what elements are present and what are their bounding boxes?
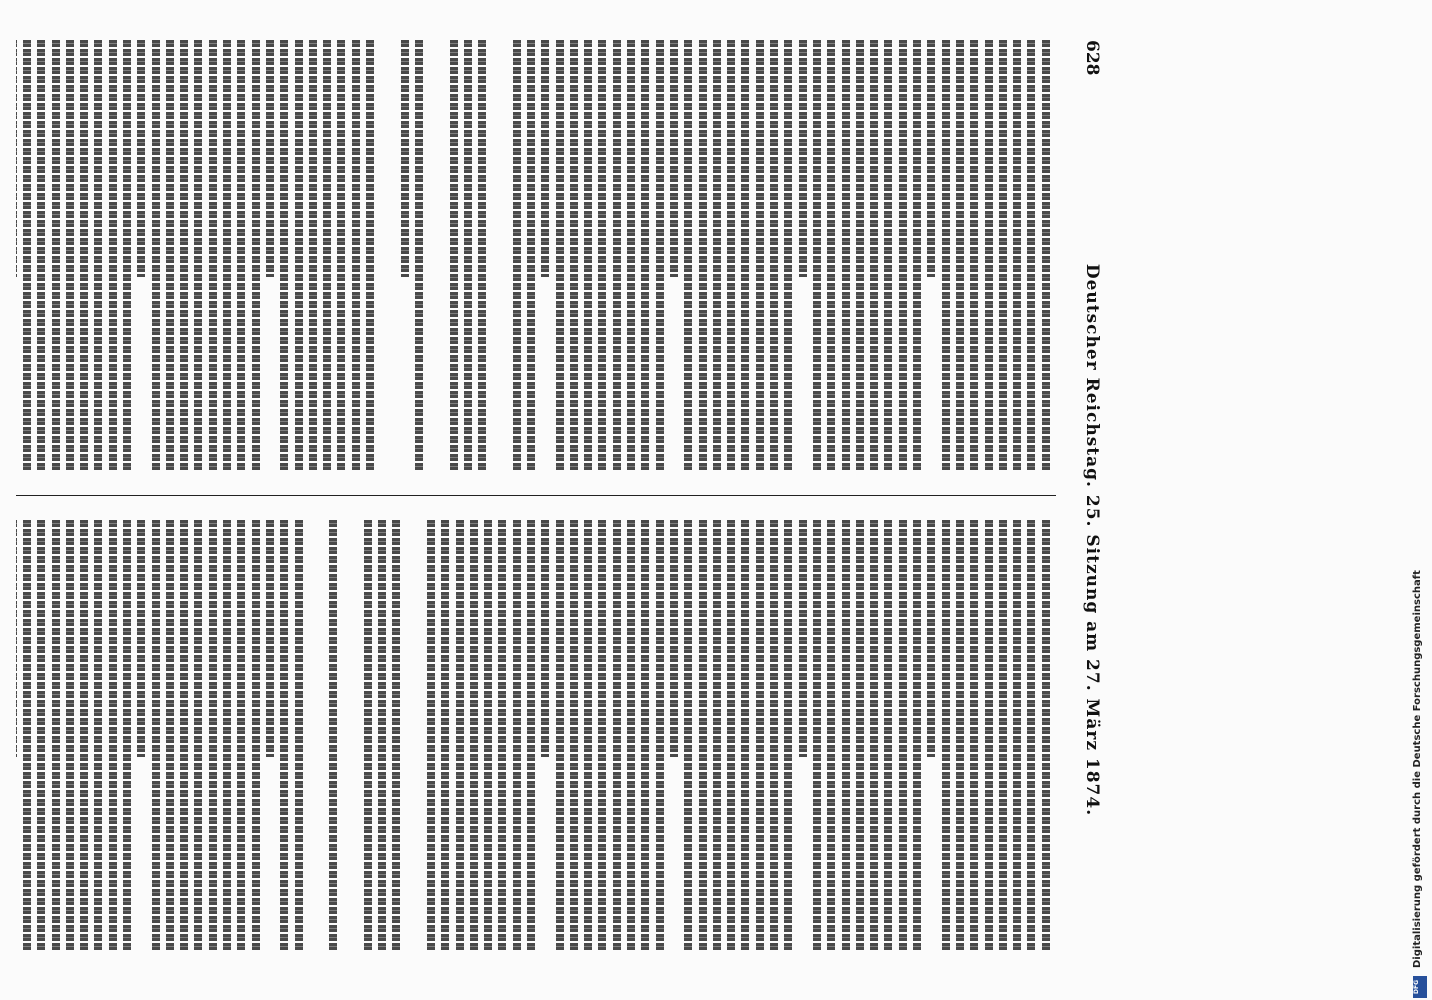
print-line: [613, 520, 621, 950]
print-line: [37, 40, 45, 470]
print-line: [66, 40, 74, 470]
print-line: [756, 40, 764, 470]
print-line: [209, 520, 217, 950]
print-line: [252, 40, 260, 470]
print-line: [484, 520, 492, 950]
print-line: [856, 40, 864, 470]
print-line: [813, 520, 821, 950]
print-line: [684, 40, 692, 470]
print-line: [699, 520, 707, 950]
print-line: [770, 520, 778, 950]
print-line: [799, 40, 807, 277]
print-line: [985, 40, 993, 470]
print-line: [180, 40, 188, 470]
print-line: [427, 520, 435, 950]
print-line: [23, 40, 31, 470]
print-line: [741, 40, 749, 470]
print-line: [827, 520, 835, 950]
print-line: [927, 520, 935, 757]
print-line: [570, 40, 578, 470]
print-line: [942, 520, 950, 950]
print-line: [194, 520, 202, 950]
print-line: [713, 40, 721, 470]
dfg-logo: DFG: [1413, 976, 1427, 998]
print-line: [856, 520, 864, 950]
print-line: [123, 40, 131, 470]
print-line: [770, 40, 778, 470]
print-line: [80, 40, 88, 470]
print-line: [913, 520, 921, 950]
print-line: [66, 520, 74, 950]
print-line: [613, 40, 621, 470]
print-line: [599, 40, 607, 470]
text-column-right: [16, 520, 1056, 950]
print-line: [541, 520, 549, 757]
print-line: [94, 40, 102, 470]
print-line: [784, 40, 792, 470]
print-line: [942, 40, 950, 470]
print-line: [641, 520, 649, 950]
print-line: [1013, 520, 1021, 950]
paragraph-gap: [343, 520, 357, 950]
print-line: [266, 40, 274, 277]
print-line: [1042, 40, 1050, 470]
print-line: [884, 520, 892, 950]
print-line: [123, 520, 131, 950]
print-line: [223, 40, 231, 470]
paragraph-gap: [407, 520, 421, 950]
print-line: [541, 40, 549, 277]
print-line: [152, 520, 160, 950]
print-line: [266, 520, 274, 757]
print-line: [727, 40, 735, 470]
print-line: [295, 520, 303, 950]
print-line: [727, 520, 735, 950]
print-line: [627, 520, 635, 950]
print-line: [842, 520, 850, 950]
print-line: [970, 40, 978, 470]
print-line: [670, 40, 678, 277]
print-line: [309, 40, 317, 470]
print-line: [252, 520, 260, 950]
print-line: [556, 520, 564, 950]
print-line: [656, 520, 664, 950]
print-line: [223, 520, 231, 950]
print-line: [513, 520, 521, 950]
print-line: [985, 520, 993, 950]
print-line: [401, 40, 409, 277]
print-line: [109, 40, 117, 470]
print-line: [137, 520, 145, 757]
print-line: [1013, 40, 1021, 470]
print-line: [970, 520, 978, 950]
print-line: [237, 520, 245, 950]
print-line: [450, 40, 458, 470]
print-line: [52, 520, 60, 950]
print-line: [16, 520, 17, 757]
print-line: [441, 520, 449, 950]
print-line: [280, 40, 288, 470]
print-line: [627, 40, 635, 470]
paragraph-gap: [380, 40, 394, 470]
print-line: [378, 520, 386, 950]
print-line: [827, 40, 835, 470]
print-line: [684, 520, 692, 950]
print-line: [152, 40, 160, 470]
print-line: [456, 520, 464, 950]
print-line: [80, 520, 88, 950]
print-line: [37, 520, 45, 950]
print-line: [556, 40, 564, 470]
print-line: [1042, 520, 1050, 950]
print-line: [670, 520, 678, 757]
column-divider: [16, 495, 1056, 496]
print-line: [513, 40, 521, 470]
print-line: [94, 520, 102, 950]
print-line: [109, 520, 117, 950]
print-line: [464, 40, 472, 470]
paragraph-gap: [492, 40, 506, 470]
print-line: [1027, 520, 1035, 950]
print-line: [23, 520, 31, 950]
print-line: [237, 40, 245, 470]
print-line: [899, 40, 907, 470]
print-line: [329, 520, 337, 950]
print-line: [999, 520, 1007, 950]
print-line: [194, 40, 202, 470]
print-line: [570, 520, 578, 950]
print-line: [713, 520, 721, 950]
text-column-left: [16, 40, 1056, 470]
print-line: [527, 520, 535, 950]
print-line: [927, 40, 935, 277]
paragraph-gap: [429, 40, 443, 470]
print-line: [799, 520, 807, 757]
print-line: [16, 40, 17, 277]
print-line: [899, 520, 907, 950]
print-line: [52, 40, 60, 470]
print-line: [209, 40, 217, 470]
print-line: [527, 40, 535, 470]
print-line: [641, 40, 649, 470]
print-line: [584, 40, 592, 470]
print-line: [337, 40, 345, 470]
print-line: [956, 40, 964, 470]
digitization-credit: Digitalisierung gefördert durch die Deutsche Forschungsgemeinschaft: [1412, 570, 1423, 968]
print-line: [584, 520, 592, 950]
print-line: [842, 40, 850, 470]
print-line: [913, 40, 921, 470]
print-line: [870, 40, 878, 470]
print-line: [741, 520, 749, 950]
print-line: [364, 520, 372, 950]
print-line: [352, 40, 360, 470]
page-header: [1072, 40, 1112, 980]
paragraph-gap: [309, 520, 323, 950]
print-line: [870, 520, 878, 950]
print-line: [180, 520, 188, 950]
print-line: [166, 40, 174, 470]
print-line: [166, 520, 174, 950]
print-line: [999, 40, 1007, 470]
print-line: [295, 40, 303, 470]
print-line: [599, 520, 607, 950]
print-line: [813, 40, 821, 470]
print-line: [498, 520, 506, 950]
page-number: 628: [1082, 40, 1102, 76]
print-line: [884, 40, 892, 470]
print-line: [415, 40, 423, 470]
print-line: [392, 520, 400, 950]
print-line: [478, 40, 486, 470]
print-line: [323, 40, 331, 470]
print-line: [280, 520, 288, 950]
print-line: [784, 520, 792, 950]
print-line: [137, 40, 145, 277]
print-line: [699, 40, 707, 470]
page-title: Deutscher Reichstag. 25. Sitzung am 27. März 1874.: [1082, 263, 1102, 817]
print-line: [756, 520, 764, 950]
print-line: [956, 520, 964, 950]
print-line: [470, 520, 478, 950]
print-line: [366, 40, 374, 470]
print-line: [656, 40, 664, 470]
print-line: [1027, 40, 1035, 470]
